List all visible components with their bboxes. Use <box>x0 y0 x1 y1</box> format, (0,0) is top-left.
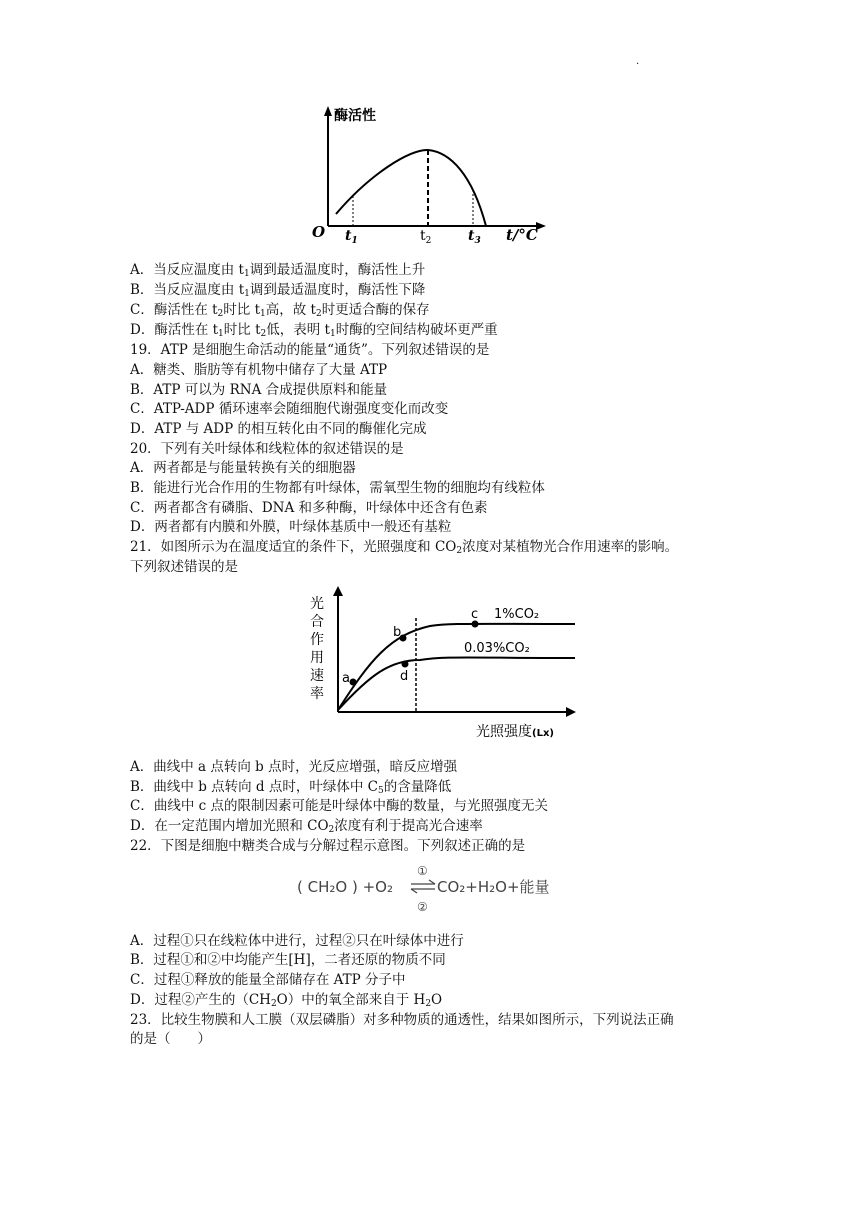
q20-option-b: B．能进行光合作用的生物都有叶绿体，需氧型生物的细胞均有线粒体 <box>130 480 545 496</box>
label-b: b <box>393 625 402 640</box>
photosynthesis-graph <box>300 580 580 746</box>
y-axis-label: 酶活性 <box>334 108 376 124</box>
q22-option-d: D．过程②产生的$(CH_2O)$中的氧全部来自于 $H_2O$ <box>130 992 443 1009</box>
q18-option-c: C．酶活性在 $t_2$时比 $t_1$高，故 $t_2$时更适合酶的保存 <box>130 302 430 319</box>
q19-option-c: C．ATP-ADP 循环速率会随细胞代谢强度变化而改变 <box>130 401 449 417</box>
q18-option-a: A．当反应温度由 $t_1$调到最适温度时，酶活性上升 <box>130 262 426 279</box>
x-axis-unit: t/°C <box>506 226 538 244</box>
q23-stem-cont: 的是（ ） <box>130 1031 211 1047</box>
q21-option-b: B．曲线中 b 点转向 d 点时，叶绿体中 $C_5$的含量降低 <box>130 779 452 796</box>
reaction-equation <box>295 862 565 914</box>
q23-stem: 23．比较生物膜和人工膜（双层磷脂）对多种物质的通透性，结果如图所示，下列说法正确 <box>130 1012 674 1028</box>
eq-right: CO₂+H₂O+能量 <box>437 878 550 896</box>
q19-option-d: D．ATP 与 ADP 的相互转化由不同的酶催化完成 <box>130 421 427 437</box>
label-a: a <box>342 671 350 686</box>
q21-stem: 21．如图所示为在温度适宜的条件下，光照强度和 $CO_2$浓度对某植物光合作用速率的影响。 <box>130 539 679 556</box>
t2-sub: 2 <box>425 236 432 246</box>
q21-option-a: A．曲线中 a 点转向 b 点时，光反应增强，暗反应增强 <box>130 759 458 775</box>
q21-option-d: D．在一定范围内增加光照和 $CO_2$浓度有利于提高光合速率 <box>130 818 483 835</box>
q22-option-c: C．过程①释放的能量全部储存在 ATP 分子中 <box>130 972 406 988</box>
q20-stem: 20．下列有关叶绿体和线粒体的叙述错误的是 <box>130 441 404 457</box>
y-label-4: 用 <box>310 650 324 666</box>
q19-stem: 19．ATP 是细胞生命活动的能量“通货”。下列叙述错误的是 <box>130 342 490 358</box>
x-axis-label: 光照强度(Lx) <box>476 724 554 740</box>
q19-option-a: A．糖类、脂肪等有机物中储存了大量 ATP <box>130 362 388 378</box>
series-1-label: 1%CO₂ <box>494 607 540 622</box>
page-dot: . <box>636 56 640 67</box>
eq-top-mark: ① <box>417 864 428 878</box>
q22-stem: 22．下图是细胞中糖类合成与分解过程示意图。下列叙述正确的是 <box>130 838 526 854</box>
eq-left: ( CH₂O ) +O₂ <box>297 878 393 896</box>
q18-option-d: D．酶活性在 $t_1$时比 $t_2$低，表明 $t_1$时酶的空间结构破坏更严重 <box>130 322 498 339</box>
y-label-1: 光 <box>310 596 324 612</box>
q18-option-b: B．当反应温度由 $t_1$调到最适温度时，酶活性下降 <box>130 282 426 299</box>
point-d <box>402 661 409 668</box>
q22-option-b: B．过程①和②中均能产生[H]，二者还原的物质不同 <box>130 952 446 968</box>
t3-label: t <box>468 228 475 244</box>
eq-bottom-mark: ② <box>417 900 428 914</box>
label-c: c <box>471 607 479 622</box>
label-d: d <box>400 669 409 684</box>
series-2-label: 0.03%CO₂ <box>464 641 530 656</box>
q22-option-a: A．过程①只在线粒体中进行，过程②只在叶绿体中进行 <box>130 933 464 949</box>
point-a <box>350 679 357 686</box>
enzyme-activity-graph <box>300 104 590 250</box>
q19-option-b: B．ATP 可以为 RNA 合成提供原料和能量 <box>130 382 388 398</box>
q21-option-c: C．曲线中 c 点的限制因素可能是叶绿体中酶的数量，与光照强度无关 <box>130 798 548 814</box>
y-label-3: 作 <box>310 632 324 648</box>
y-label-2: 合 <box>310 614 324 630</box>
t3-sub: 3 <box>474 236 481 246</box>
y-label-6: 率 <box>310 686 324 702</box>
t1-sub: 1 <box>351 236 358 246</box>
q21-stem-cont: 下列叙述错误的是 <box>130 559 238 575</box>
q20-option-c: C．两者都含有磷脂、DNA 和多种酶，叶绿体中还含有色素 <box>130 500 488 516</box>
t1-label: t <box>345 228 352 244</box>
y-label-5: 速 <box>310 668 324 684</box>
q20-option-d: D．两者都有内膜和外膜，叶绿体基质中一般还有基粒 <box>130 519 452 535</box>
q20-option-a: A．两者都是与能量转换有关的细胞器 <box>130 460 356 476</box>
origin-label: O <box>312 223 326 241</box>
t2-label: t <box>420 228 426 244</box>
